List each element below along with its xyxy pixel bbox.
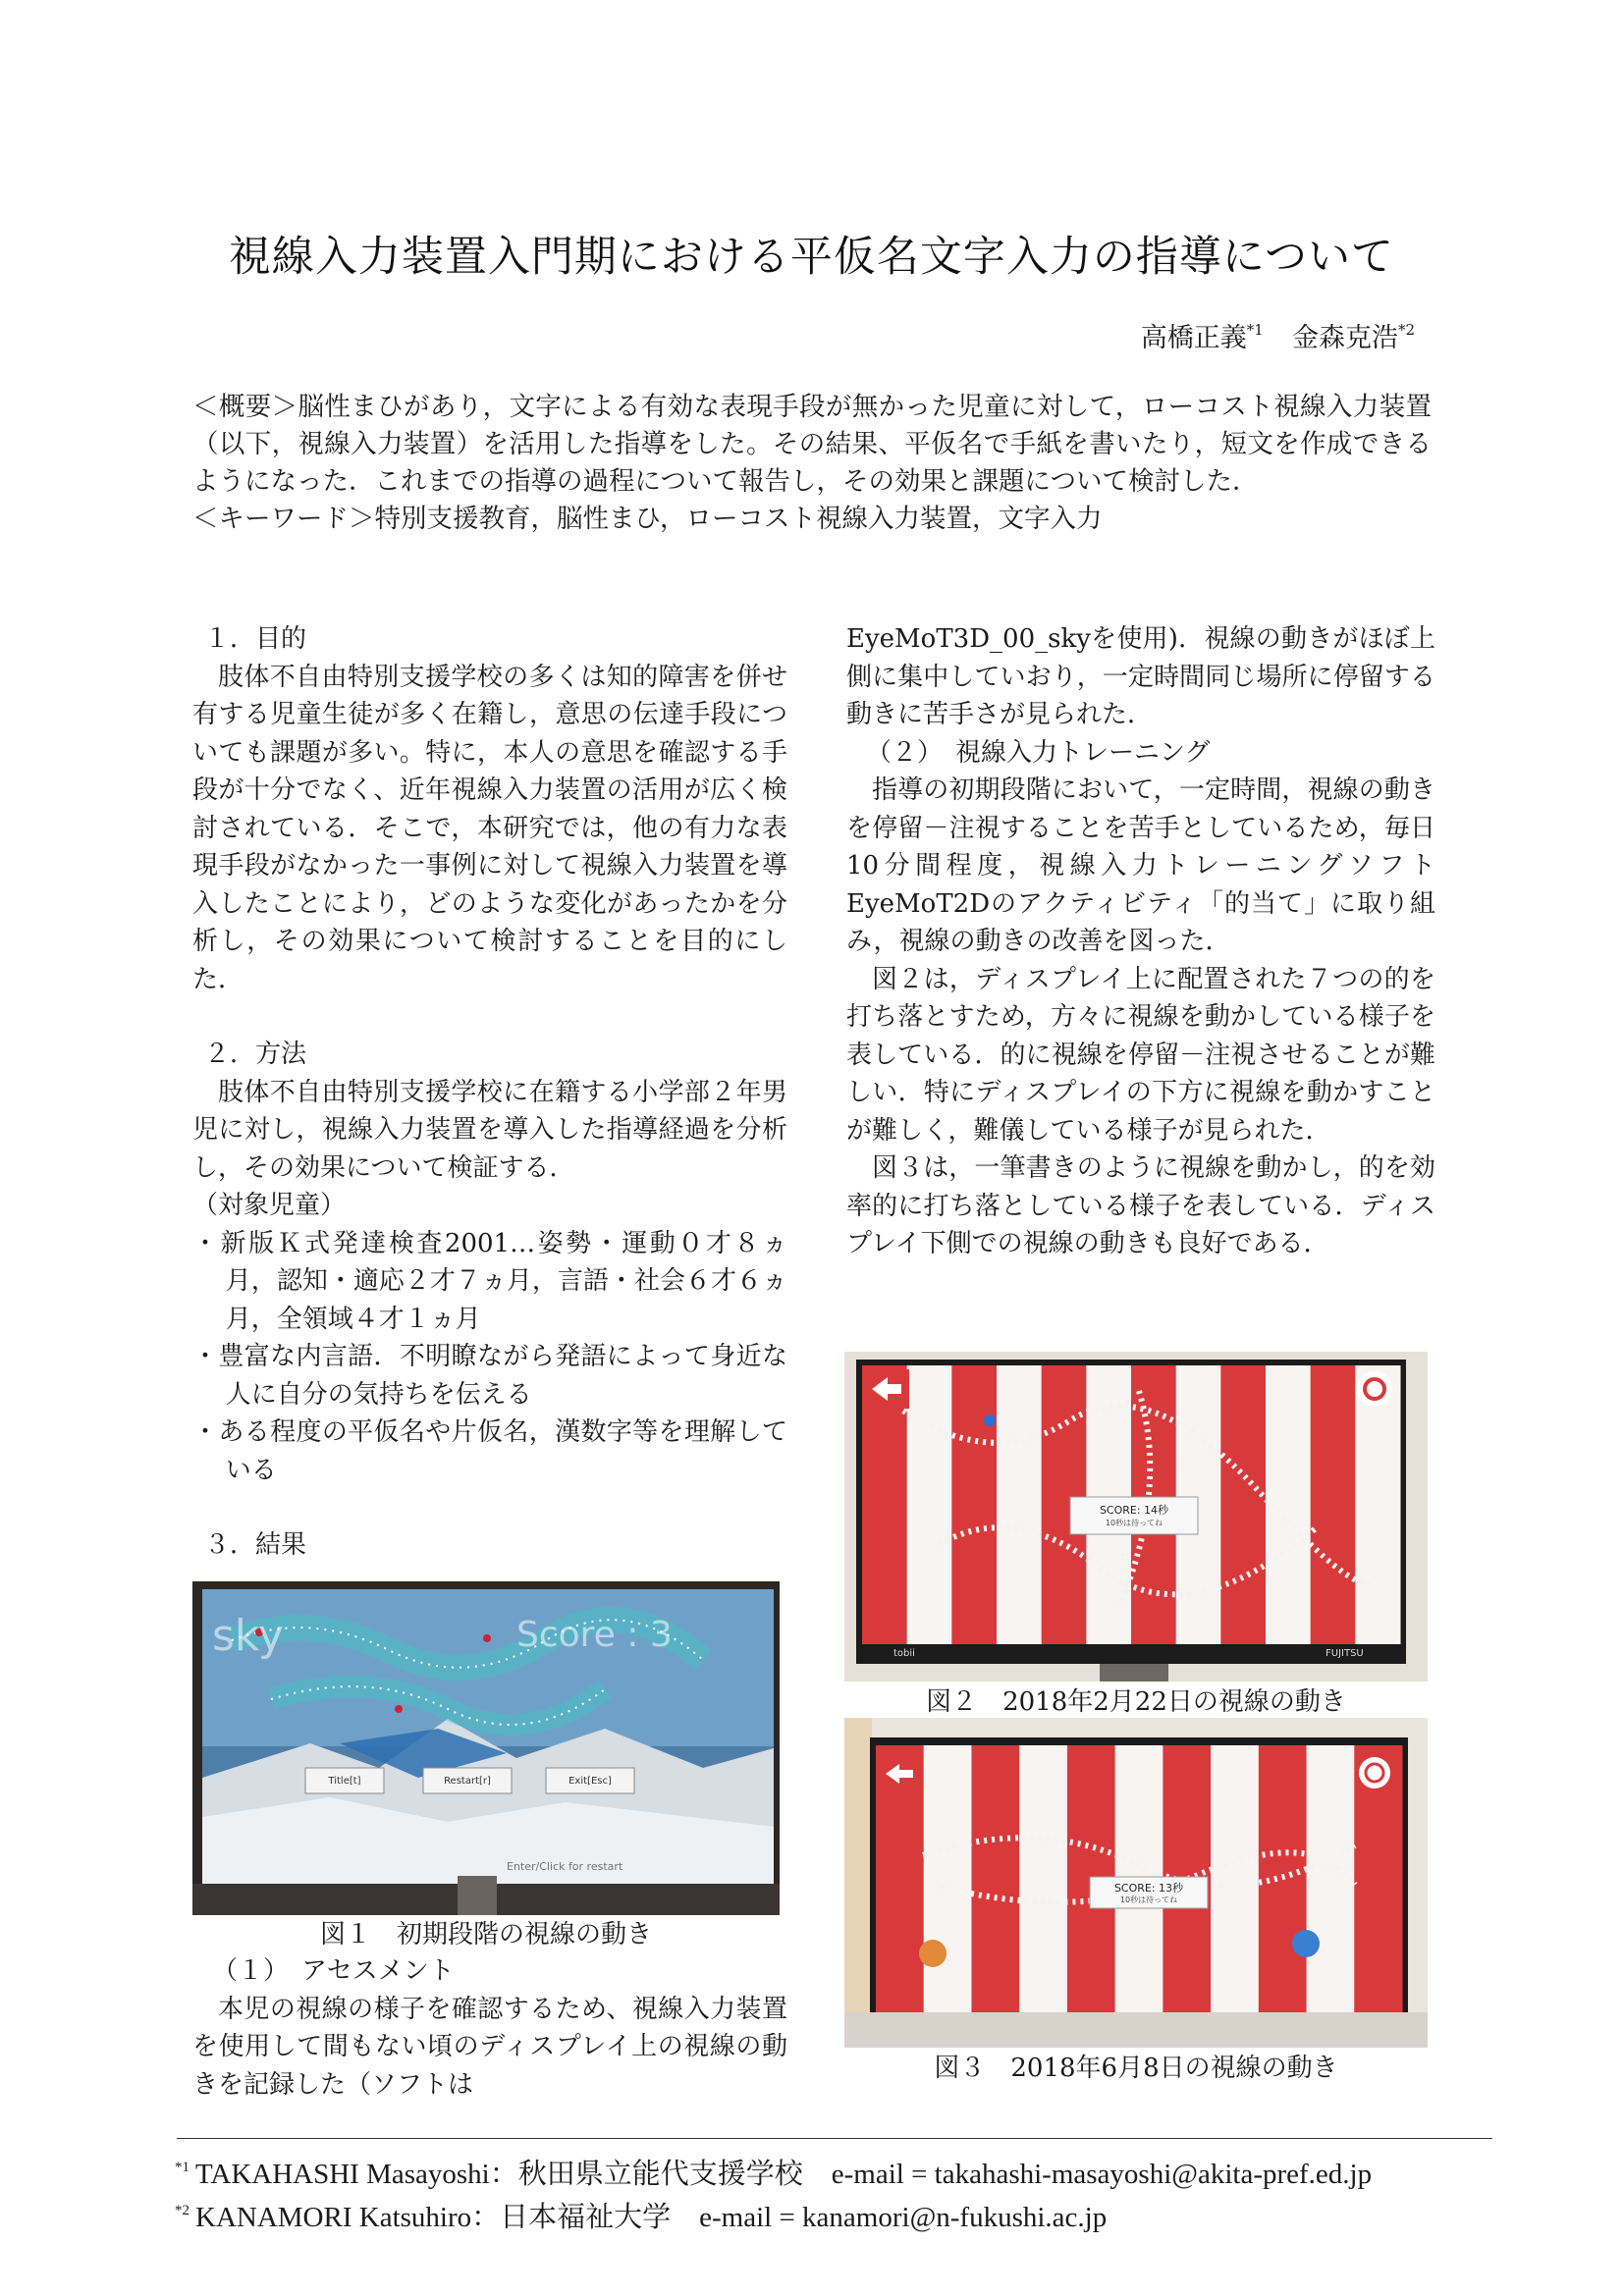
subheading: （対象児童）	[192, 1191, 347, 1220]
list-item: ・豊富な内言語．不明瞭ながら発語によって身近な人に自分の気持ちを伝える	[192, 1342, 787, 1410]
author-mark: *2	[1397, 321, 1415, 339]
footnote-mark: *1	[175, 2160, 189, 2175]
list-item: ・ある程度の平仮名や片仮名，漢数字等を理解している	[192, 1417, 787, 1485]
figure-1-caption: 図１ 初期段階の視線の動き	[319, 1920, 652, 1949]
footnote-rule	[177, 2138, 1492, 2139]
footnote-mark: *2	[175, 2203, 189, 2218]
footnote-1	[175, 2152, 1372, 2192]
paragraph: 図３は，一筆書きのように視線を動かし，的を効率的に打ち落としている様子を表している．ディスプレイ下側での視線の動きも良好である．	[846, 1153, 1435, 1258]
figure-1-score: Score : 3	[516, 1615, 673, 1655]
paragraph: 肢体不自由特別支援学校の多くは知的障害を併せ有する児童生徒が多く在籍し，意思の伝達手段についても課題が多い。特に，本人の意思を確認する手段が十分でなく、近年視線入力装置の活用が広く検討されている．そこで，本研究では，他の有力な表現手段がなかった一事例に対して視線入力装置を導入したことにより，どのような変化があったかを分析し，その効果について検討することを目的にした．	[192, 662, 787, 994]
figure-3-score: SCORE: 13秒	[1113, 1882, 1184, 1895]
figure-1-footer: Enter/Click for restart	[507, 1860, 623, 1873]
author-name: 金森克浩	[1291, 323, 1398, 353]
right-column	[846, 620, 1435, 1263]
author-name: 高橋正義	[1140, 323, 1247, 353]
figure-3-photo	[844, 1718, 1428, 2048]
subheading: （２） 視線入力トレーニング	[866, 737, 1211, 768]
footnote-text: KANAMORI Katsuhiro：日本福祉大学 e-mail = kanamori@n-fukushi.ac.jp	[195, 2202, 1108, 2233]
figure-1-watermark: sky	[212, 1611, 284, 1661]
figure-3-caption: 図３ 2018年6月8日の視線の動き	[934, 2054, 1338, 2083]
title-button: Title[t]	[328, 1776, 361, 1787]
section-heading: １．目的	[204, 624, 307, 654]
paragraph: 肢体不自由特別支援学校に在籍する小学部２年男児に対し，視線入力装置を導入した指導経過を分析し，その効果について検証する．	[192, 1077, 787, 1183]
paragraph: EyeMoT3D_00_skyを使用)．視線の動きがほぼ上側に集中していおり，一定時間同じ場所に停留する動きに苦手さが見られた．	[846, 624, 1435, 729]
left-column-continued	[192, 1952, 787, 2104]
paper-title: 視線入力装置入門期における平仮名文字入力の指導について	[228, 233, 1395, 282]
figure-1-photo	[192, 1581, 780, 1915]
paragraph: 本児の視線の様子を確認するため、視線入力装置を使用して間もない頃のディスプレイ上の視線の動きを記録した（ソフトは	[192, 1994, 787, 2100]
list-item: ・新版Ｋ式発達検査2001…姿勢・運動０才８ヵ月，認知・適応２才７ヵ月，言語・社会６才６ヵ月，全領域４才１ヵ月	[192, 1228, 787, 1334]
figure-2-brand-left: tobii	[893, 1648, 915, 1659]
restart-button: Restart[r]	[444, 1776, 491, 1787]
abstract-keywords: ＜キーワード＞特別支援教育，脳性まひ，ローコスト視線入力装置，文字入力	[192, 504, 1103, 534]
exit-button: Exit[Esc]	[568, 1776, 612, 1787]
subheading: （１） アセスメント	[212, 1956, 455, 1986]
author-mark: *1	[1246, 321, 1264, 339]
author-list	[1141, 316, 1415, 354]
figure-3-score-note: 10秒は待ってね	[1119, 1896, 1178, 1904]
figure-2-brand-right: FUJITSU	[1325, 1648, 1364, 1659]
figure-2-photo	[844, 1352, 1428, 1682]
footnote-2	[175, 2195, 1107, 2235]
paragraph: 図２は，ディスプレイ上に配置された７つの的を打ち落とすため，方々に視線を動かしている様子を表している．的に視線を停留－注視させることが難しい．特にディスプレイの下方に視線を動かすことが難しく，難儀している様子が見られた．	[846, 964, 1435, 1146]
footnote-text: TAKAHASHI Masayoshi：秋田県立能代支援学校 e-mail = takahashi-masayoshi@akita-pref.ed.jp	[195, 2159, 1373, 2190]
figure-2-score: SCORE: 14秒	[1099, 1504, 1169, 1517]
left-column	[192, 620, 787, 1565]
abstract	[192, 389, 1432, 538]
paragraph: 指導の初期段階において，一定時間，視線の動きを停留－注視することを苦手としているため，毎日10分間程度，視線入力トレーニングソフトEyeMoT2Dのアクティビティ「的当て」に取り組み，視線の動きの改善を図った．	[846, 775, 1435, 956]
abstract-summary: ＜概要＞脳性まひがあり，文字による有効な表現手段が無かった児童に対して，ローコスト視線入力装置（以下，視線入力装置）を活用した指導をした。その結果、平仮名で手紙を書いたり，短文を作成できるようになった．これまでの指導の過程について報告し，その効果と課題について検討した．	[192, 392, 1432, 497]
figure-2-caption: 図２ 2018年2月22日の視線の動き	[926, 1687, 1346, 1717]
section-heading: ２．方法	[204, 1040, 307, 1069]
figure-2-score-note: 10秒は待ってね	[1105, 1519, 1163, 1527]
section-heading: ３．結果	[204, 1530, 307, 1560]
